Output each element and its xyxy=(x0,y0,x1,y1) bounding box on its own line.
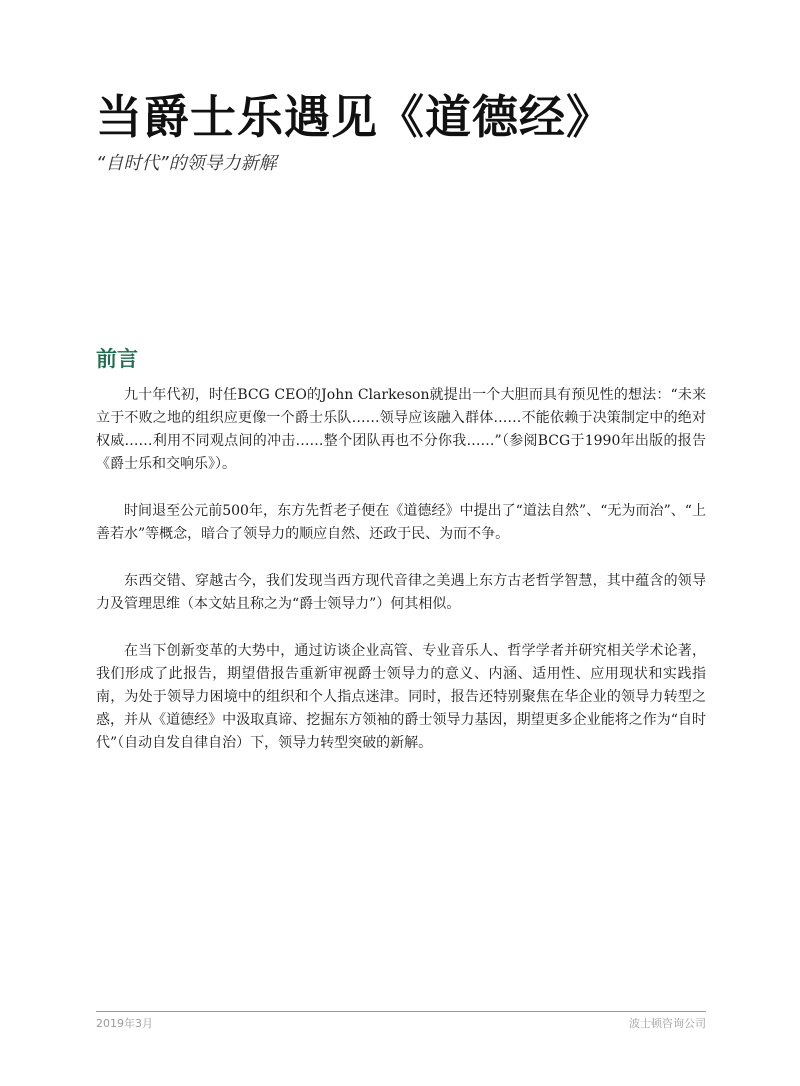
footer-divider xyxy=(96,1011,706,1012)
section-heading: 前言 xyxy=(96,346,138,371)
preface-body xyxy=(96,384,706,779)
footer-date: 2019年3月 xyxy=(96,1017,153,1030)
footer-company: 波士顿咨询公司 xyxy=(629,1017,706,1030)
page-title: 当爵士乐遇见《道德经》 xyxy=(96,90,613,144)
page-subtitle: “自时代”的领导力新解 xyxy=(96,153,277,174)
preface-paragraph-1: 九十年代初，时任BCG CEO的John Clarkeson就提出一个大胆而具有预见性的想法：“未来立于不败之地的组织应更像一个爵士乐队……领导应该融入群体……不能依赖于决策制定中的绝对权威……利用不同观点间的冲击……整个团队再也不分你我……”（参阅BCG于1990年出版的报告《爵士乐和交响乐》）。 xyxy=(96,387,706,472)
preface-paragraph-3: 东西交错、穿越古今，我们发现当西方现代音律之美遇上东方古老哲学智慧，其中蕴含的领导力及管理思维（本文姑且称之为“爵士领导力”）何其相似。 xyxy=(96,573,706,612)
preface-paragraph-4: 在当下创新变革的大势中，通过访谈企业高管、专业音乐人、哲学学者并研究相关学术论著，我们形成了此报告，期望借报告重新审视爵士领导力的意义、内涵、适用性、应用现状和实践指南，为处于领导力困境中的组织和个人指点迷津。同时，报告还特别聚焦在华企业的领导力转型之惑，并从《道德经》中汲取真谛、挖掘东方领袖的爵士领导力基因，期望更多企业能将之作为“自时代”（自动自发自律自治）下，领导力转型突破的新解。 xyxy=(96,643,706,751)
preface-paragraph-2: 时间退至公元前500年，东方先哲老子便在《道德经》中提出了“道法自然”、“无为而治”、“上善若水”等概念，暗合了领导力的顺应自然、还政于民、为而不争。 xyxy=(96,503,706,542)
